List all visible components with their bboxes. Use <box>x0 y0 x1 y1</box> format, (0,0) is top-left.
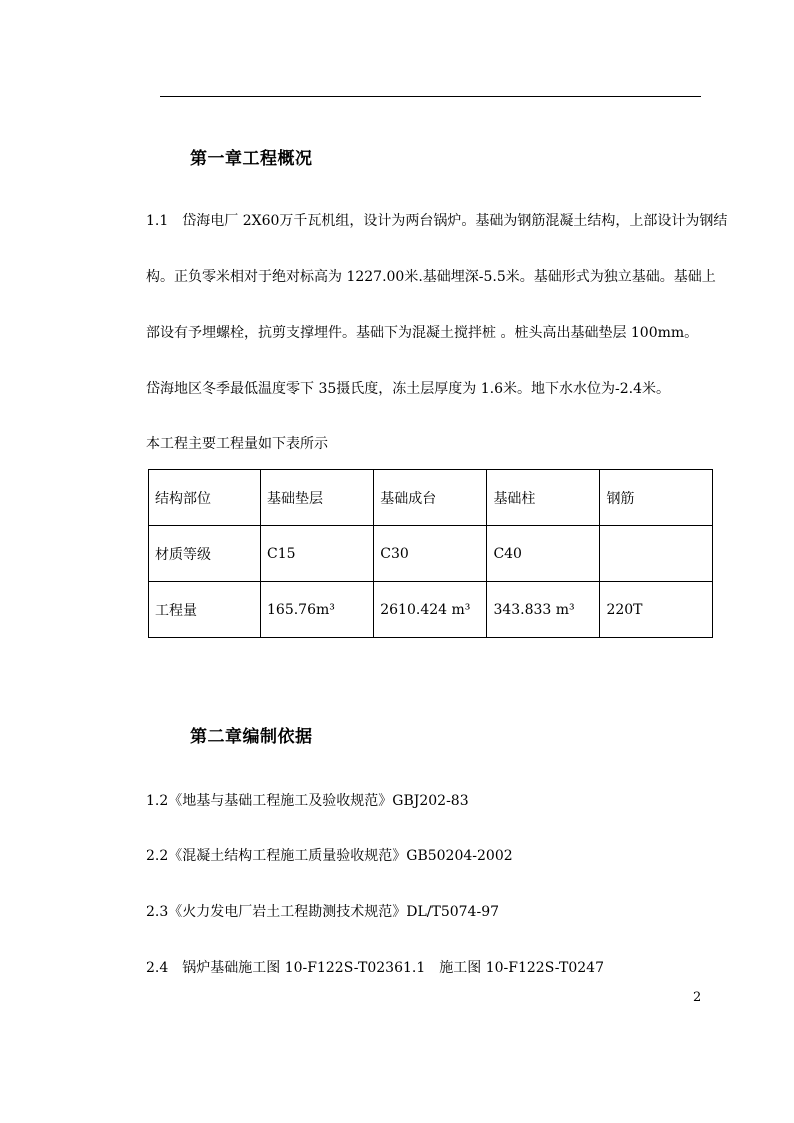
table-cell: 2610.424 m³ <box>374 582 487 638</box>
paragraph-1-line-2: 构。正负零米相对于绝对标高为 1227.00米.基础埋深-5.5米。基础形式为独立基础。基础上 <box>146 269 716 285</box>
paragraph-1-line-3: 部设有予埋螺栓，抗剪支撑埋件。基础下为混凝土搅拌桩 。桩头高出基础垫层 100mm。 <box>146 325 699 341</box>
reference-item: 1.2《地基与基础工程施工及验收规范》GBJ202-83 <box>146 793 469 809</box>
table-row <box>149 470 713 526</box>
table-cell: 基础成台 <box>374 470 487 526</box>
table-cell: 343.833 m³ <box>487 582 600 638</box>
paragraph-2: 岱海地区冬季最低温度零下 35摄氏度，冻土层厚度为 1.6米。地下水水位为-2.4米。 <box>146 381 670 397</box>
page-number: 2 <box>693 990 702 1005</box>
chapter-2-title: 第二章编制依据 <box>190 727 313 747</box>
table-cell: C40 <box>487 526 600 582</box>
table-intro: 本工程主要工程量如下表所示 <box>146 436 328 452</box>
table-cell: C15 <box>261 526 374 582</box>
table-cell: 结构部位 <box>149 470 261 526</box>
table-cell: 材质等级 <box>149 526 261 582</box>
paragraph-1-line-1: 1.1 岱海电厂 2X60万千瓦机组，设计为两台锅炉。基础为钢筋混凝土结构，上部设计为钢结 <box>146 213 728 229</box>
table-cell: 165.76m³ <box>261 582 374 638</box>
table-cell: 工程量 <box>149 582 261 638</box>
reference-item: 2.3《火力发电厂岩土工程勘测技术规范》DL/T5074-97 <box>146 904 500 920</box>
table-cell: 220T <box>600 582 713 638</box>
chapter-1-title: 第一章工程概况 <box>190 149 313 169</box>
table-cell <box>600 526 713 582</box>
table-cell: 钢筋 <box>600 470 713 526</box>
table-cell: 基础垫层 <box>261 470 374 526</box>
header-rule <box>160 96 701 97</box>
quantity-table <box>148 469 713 638</box>
table-row <box>149 582 713 638</box>
table-row <box>149 526 713 582</box>
reference-item: 2.2《混凝土结构工程施工质量验收规范》GB50204-2002 <box>146 848 513 864</box>
reference-item: 2.4 锅炉基础施工图 10-F122S-T02361.1 施工图 10-F122S-T0247 <box>146 960 604 976</box>
table-cell: C30 <box>374 526 487 582</box>
table-cell: 基础柱 <box>487 470 600 526</box>
